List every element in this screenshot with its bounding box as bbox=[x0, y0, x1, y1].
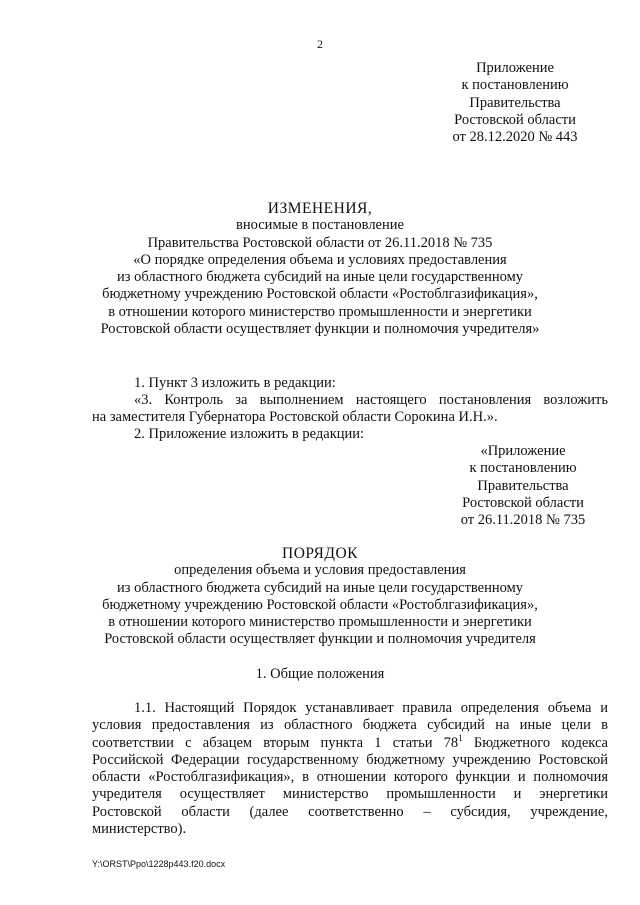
changes-title: ИЗМЕНЕНИЯ, bbox=[267, 200, 373, 217]
order-line: в отношении которого министерство промышленности и энергетики bbox=[108, 614, 532, 631]
section-1-text-part-1: 1.1. Настоящий Порядок устанавливает правила определения объема и условия предоставления из областного бюджета субсидий на иные цели в соответствии с абзацем вторым пункта 1 статьи 78 bbox=[92, 700, 608, 751]
appendix-top-line: к постановлению bbox=[461, 77, 569, 94]
changes-line: «О порядке определения объема и условиях предоставления bbox=[133, 251, 507, 268]
appendix-top-line: от 28.12.2020 № 443 bbox=[452, 129, 578, 146]
file-path-footer: Y:\ORST\Ppo\1228p443.f20.docx bbox=[92, 859, 226, 869]
order-line: Ростовской области осуществляет функции и полномочия учредителя bbox=[104, 631, 536, 648]
changes-line: из областного бюджета субсидий на иные цели государственному bbox=[116, 269, 524, 286]
order-line: бюджетному учреждению Ростовской области «Ростоблгазификация», bbox=[102, 596, 538, 613]
changes-line: вносимые в постановление bbox=[236, 217, 404, 234]
appendix-top-line: Ростовской области bbox=[454, 111, 576, 128]
section-1-text-part-2: Бюджетного кодекса Российской Федерации государственному бюджетному учреждению Ростовской области «Ростоблгазификация», в отношении которого функции и полномочия учредителя осуществляет министерство промышленности и энергетики Ростовской области (далее соответственно – субсидия, учреждение, министерство). bbox=[92, 734, 608, 838]
order-heading bbox=[60, 545, 580, 649]
page-number: 2 bbox=[317, 37, 323, 51]
order-line: из областного бюджета субсидий на иные цели государственному bbox=[116, 579, 524, 596]
section-1-superscript: 1 bbox=[458, 732, 463, 743]
section-1-paragraph bbox=[92, 700, 608, 838]
item-1: 1. Пункт 3 изложить в редакции: bbox=[134, 375, 336, 391]
appendix-inner-line: Ростовской области bbox=[462, 494, 584, 511]
appendix-inner bbox=[443, 443, 603, 529]
order-line: определения объема и условия предоставления bbox=[174, 562, 466, 579]
changes-line: Ростовской области осуществляет функции и полномочия учредителя» bbox=[100, 321, 540, 338]
item-1-quote-line-2: на заместителя Губернатора Ростовской области Сорокина И.Н.». bbox=[92, 409, 498, 425]
appendix-inner-line: от 26.11.2018 № 735 bbox=[460, 512, 586, 529]
order-title: ПОРЯДОК bbox=[282, 545, 358, 562]
appendix-inner-line: Правительства bbox=[477, 477, 569, 494]
appendix-inner-line: к постановлению bbox=[469, 460, 577, 477]
item-2: 2. Приложение изложить в редакции: bbox=[134, 426, 365, 442]
changes-line: Правительства Ростовской области от 26.11.2018 № 735 bbox=[147, 234, 493, 251]
appendix-top-line: Правительства bbox=[469, 94, 561, 111]
appendix-inner-line: «Приложение bbox=[480, 443, 566, 459]
section-1-heading: 1. Общие положения bbox=[255, 666, 385, 682]
changes-heading bbox=[60, 200, 580, 338]
appendix-top bbox=[440, 60, 590, 146]
appendix-top-line: Приложение bbox=[476, 60, 554, 76]
item-1-quote-line-1: «3. Контроль за выполнением настоящего постановления возложить bbox=[134, 392, 608, 408]
changes-line: бюджетному учреждению Ростовской области «Ростоблгазификация», bbox=[102, 286, 538, 303]
changes-line: в отношении которого министерство промышленности и энергетики bbox=[108, 303, 532, 320]
